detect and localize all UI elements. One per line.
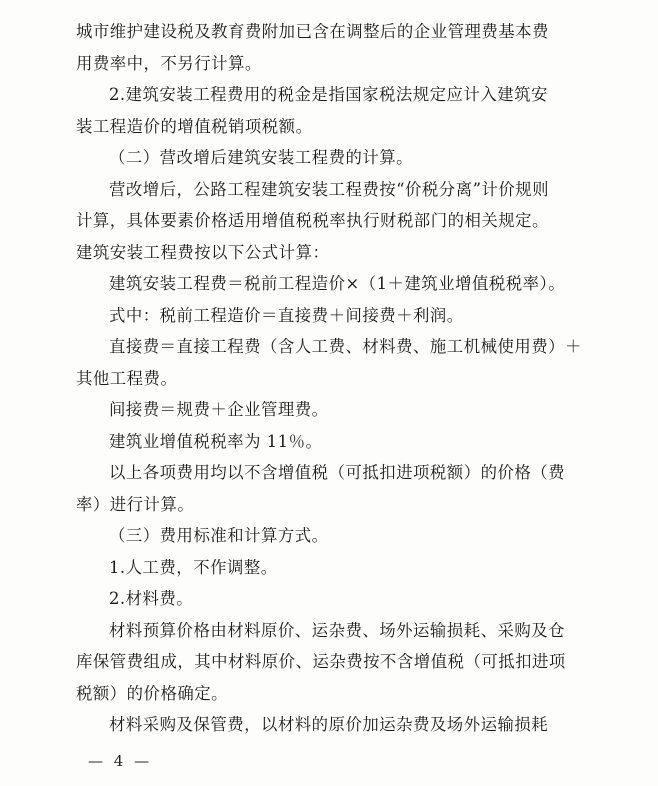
text-line: 城市维护建设税及教育费附加已含在调整后的企业管理费基本费 bbox=[76, 22, 549, 41]
text-line: 其他工程费。 bbox=[76, 368, 178, 388]
text-line: 率）进行计算。 bbox=[76, 494, 195, 514]
text-line: 计算，具体要素价格适用增值税税率执行财税部门的相关规定。 bbox=[76, 211, 549, 230]
text-line: 式中：税前工程造价＝直接费＋间接费＋利润。 bbox=[109, 305, 464, 325]
text-line: 以上各项费用均以不含增值税（可抵扣进项税额）的价格（费 bbox=[109, 463, 566, 482]
text-line: 间接费＝规费＋企业管理费。 bbox=[109, 400, 329, 419]
text-line: 材料采购及保管费，以材料的原价加运杂费及场外运输损耗 bbox=[109, 715, 549, 734]
text-line: 建筑业增值税税率为 11％。 bbox=[109, 431, 323, 451]
text-line: 材料预算价格由材料原价、运杂费、场外运输损耗、采购及仓 bbox=[109, 620, 566, 640]
text-line: 库保管费组成，其中材料原价、运杂费按不含增值税（可抵扣进项 bbox=[76, 652, 566, 671]
page-number: — 4 — bbox=[88, 752, 153, 770]
text-line: 2.材料费。 bbox=[109, 589, 194, 608]
text-line: 营改增后，公路工程建筑安装工程费按“价税分离”计价规则 bbox=[109, 179, 550, 199]
text-line: （二）营改增后建筑安装工程费的计算。 bbox=[109, 148, 414, 167]
text-line: 税额）的价格确定。 bbox=[76, 683, 229, 703]
text-line: 2.建筑安装工程费用的税金是指国家税法规定应计入建筑安 bbox=[109, 85, 548, 104]
text-line: （三）费用标准和计算方式。 bbox=[109, 526, 329, 545]
text-line: 建筑安装工程费＝税前工程造价×（1＋建筑业增值税税率）。 bbox=[109, 274, 566, 293]
text-line: 1.人工费，不作调整。 bbox=[109, 557, 278, 577]
body-text bbox=[76, 16, 582, 741]
text-line: 装工程造价的增值税销项税额。 bbox=[76, 116, 313, 136]
text-line: 直接费＝直接工程费（含人工费、材料费、施工机械使用费）＋ bbox=[109, 337, 582, 356]
text-line: 用费率中，不另行计算。 bbox=[76, 53, 262, 73]
text-line: 建筑安装工程费按以下公式计算： bbox=[76, 242, 330, 262]
